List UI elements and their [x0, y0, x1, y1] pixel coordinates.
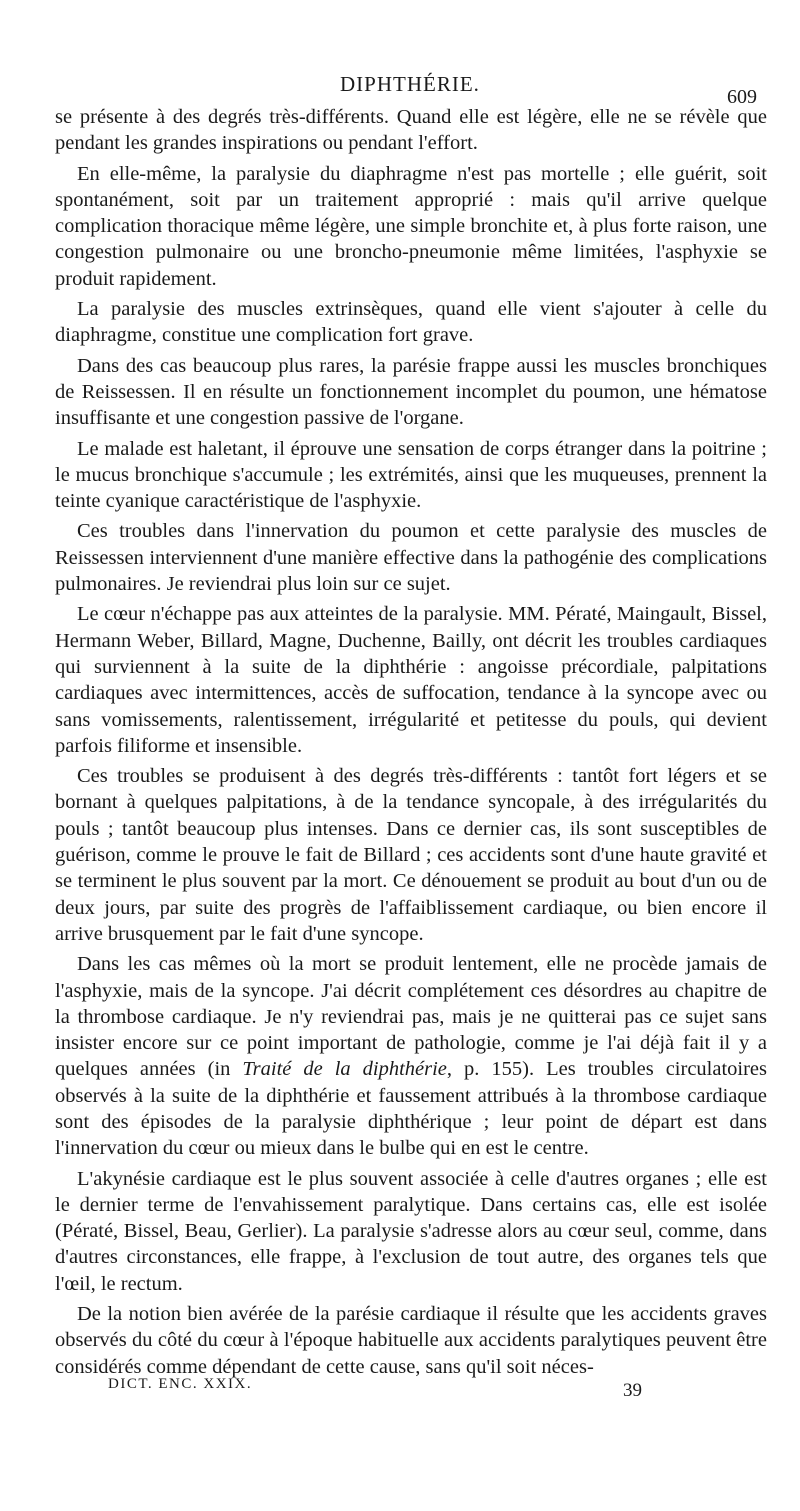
paragraph: De la notion bien avérée de la parésie cardiaque il résulte que les accidents graves observés du côté du cœur à l'époque habituelle aux accidents paralytiques peuvent être considérés comme dépendant de cette cause, sans qu'il soit néces-: [55, 1303, 767, 1378]
sheet-number: 39: [623, 1380, 642, 1401]
paragraph: La paralysie des muscles extrinsèques, quand elle vient s'ajouter à celle du diaphragme, constitue une complication fort grave.: [55, 298, 767, 347]
paragraph-with-citation: [55, 951, 767, 1161]
printer-signature: DICT. ENC. XXIX.: [108, 1376, 253, 1392]
running-title: DIPHTHÉRIE.: [340, 72, 480, 96]
paragraph-text: Dans les cas mêmes où la mort se produit lentement, elle ne procède jamais de l'asphyxie, mais de la syncope. J'ai décrit complétement ces désordres au chapitre de la thrombose cardiaque. Je n'y reviendrai pas, mais je ne quitterai pas ce sujet sans insister encore sur ce point important de pathologie, comme je l'ai déjà fait il y a quelques années (in: [55, 953, 767, 1081]
running-head: [0, 72, 800, 108]
paragraph: L'akynésie cardiaque est le plus souvent associée à celle d'autres organes ; elle est le dernier terme de l'envahissement paralytique. Dans certains cas, elle est isolée (Pératé, Bissel, Beau, Gerlier). La paralysie s'adresse alors au cœur seul, comme, dans d'autres circonstances, elle frappe, à l'exclusion de tout autre, des organes tels que l'œil, le rectum.: [55, 1167, 767, 1295]
page-number: 609: [727, 86, 757, 108]
paragraph-text: , p. 155). Les troubles circulatoires observés à la suite de la diphthérie et faussement attribués à la thrombose cardiaque sont des épisodes de la paralysie diphthérique ; leur point de départ est dans l'innervation du cœur ou mieux dans le bulbe qui en est le centre.: [55, 1058, 768, 1160]
paragraph: Le malade est haletant, il éprouve une sensation de corps étranger dans la poitrine ; le mucus bronchique s'accumule ; les extrémités, ainsi que les muqueuses, prennent la teinte cyanique caractéristique de l'asphyxie.: [55, 437, 767, 513]
page-footer: [0, 1368, 800, 1408]
paragraph: Ces troubles se produisent à des degrés très-différents : tantôt fort légers et se bornant à quelques palpitations, à de la tendance syncopale, à des irrégularités du pouls ; tantôt beaucoup plus intenses. Dans ce dernier cas, ils sont susceptibles de guérison, comme le prouve le fait de Billard ; ces accidents sont d'une haute gravité et se terminent le plus souvent par la mort. Ce dénouement se produit au bout d'un ou de deux jours, par suite des progrès de l'affaiblissement cardiaque, ou bien encore il arrive brusquement par le fait d'une syncope.: [55, 765, 767, 945]
book-title-citation: Traité de la diphthérie: [242, 1058, 447, 1081]
paragraph: Le cœur n'échappe pas aux atteintes de la paralysie. MM. Pératé, Maingault, Bissel, Hermann Weber, Billard, Magne, Duchenne, Bailly, ont décrit les troubles cardiaques qui surviennent à la suite de la diphthérie : angoisse précordiale, palpitations cardiaques avec intermittences, accès de suffocation, tendance à la syncope avec ou sans vomissements, ralentissement, irrégularité et petitesse du pouls, qui devient parfois filiforme et insensible.: [55, 603, 767, 757]
paragraph: En elle-même, la paralysie du diaphragme n'est pas mortelle ; elle guérit, soit spontanément, soit par un traitement approprié : mais qu'il arrive quelque complication thoracique même légère, une simple bronchite et, à plus forte raison, une congestion pulmonaire ou une broncho-pneumonie même limitées, l'asphyxie se produit rapidement.: [55, 162, 767, 290]
paragraph: Ces troubles dans l'innervation du poumon et cette paralysie des muscles de Reissessen interviennent d'une manière effective dans la pathogénie des complications pulmonaires. Je reviendrai plus loin sur ce sujet.: [55, 520, 767, 596]
paragraph-continuation: se présente à des degrés très-différents. Quand elle est légère, elle ne se révèle que pendant les grandes inspirations ou pendant l'effort.: [55, 106, 767, 155]
body-text: [55, 104, 767, 1384]
paragraph: Dans des cas beaucoup plus rares, la parésie frappe aussi les muscles bronchiques de Reissessen. Il en résulte un fonctionnement incomplet du poumon, une hématose insuffisante et une congestion passive de l'organe.: [55, 354, 767, 430]
